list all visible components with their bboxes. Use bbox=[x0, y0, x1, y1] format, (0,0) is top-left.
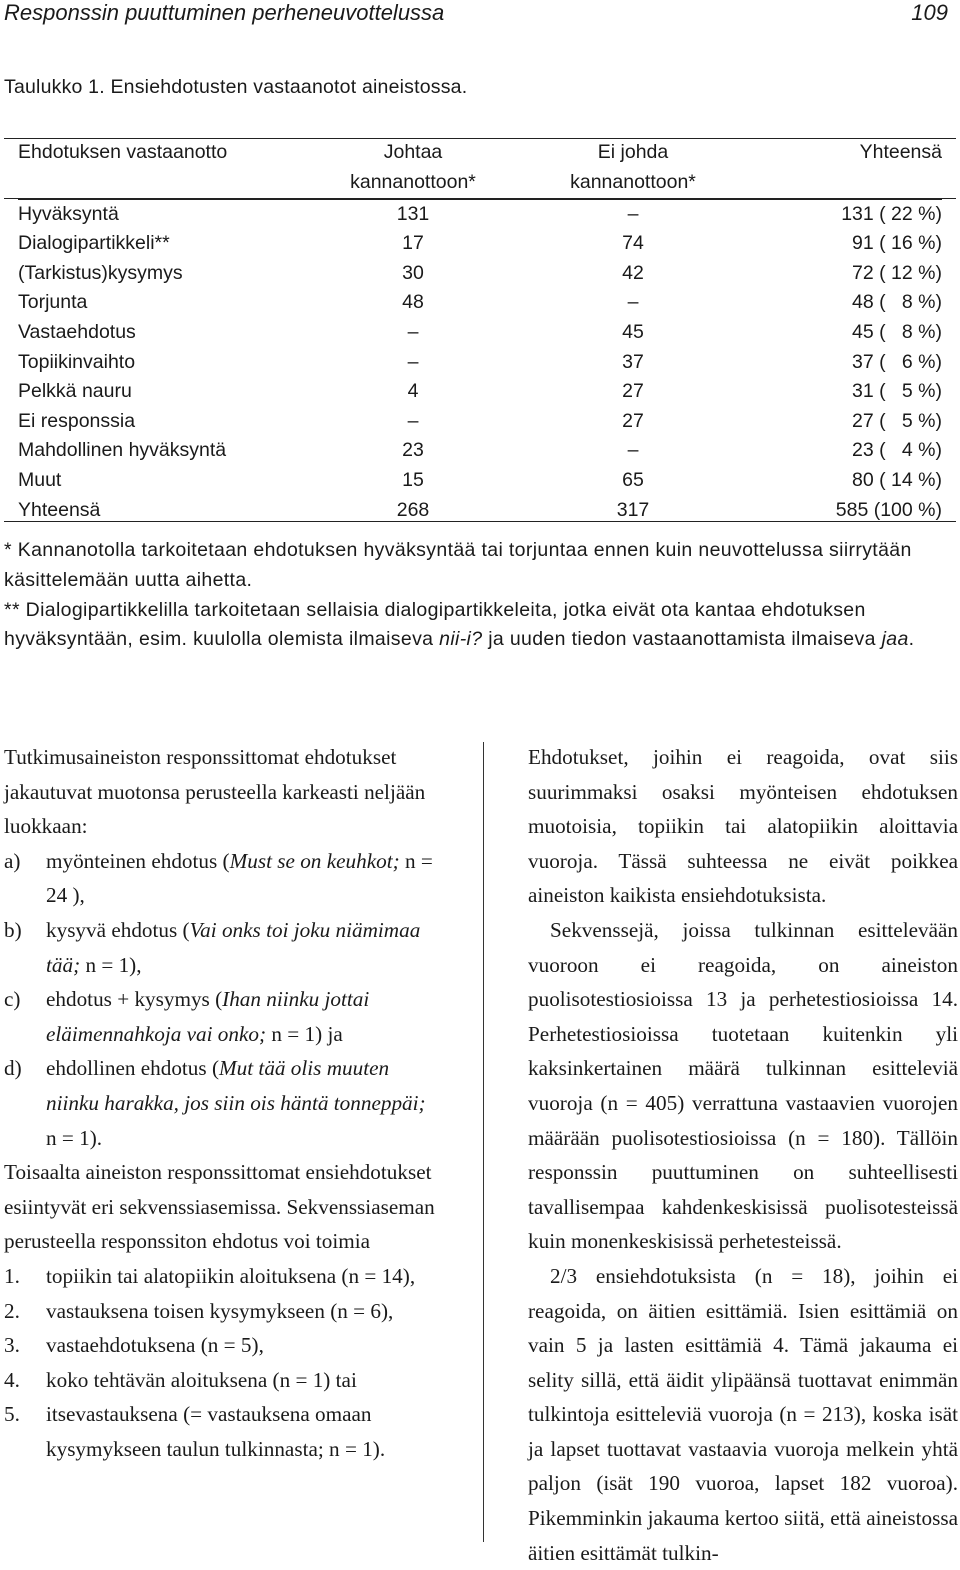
not-leads-value: – bbox=[627, 202, 639, 225]
total-value: 72 ( 12 %) bbox=[852, 261, 942, 284]
leads-value: – bbox=[407, 320, 419, 343]
list-marker: 4. bbox=[4, 1367, 20, 1392]
list-item: 2. vastauksena toisen kysymykseen (n = 6), bbox=[4, 1294, 440, 1329]
list-marker: b) bbox=[4, 917, 22, 942]
leads-value: – bbox=[407, 350, 419, 373]
table-row bbox=[18, 318, 942, 348]
footnote: * Kannanotolla tarkoitetaan ehdotuksen hyväksyntää tai torjuntaa ennen kuin neuvottelussa siirrytään käsittelemään uutta aihetta. bbox=[4, 539, 912, 591]
total-value: 80 ( 14 %) bbox=[852, 468, 942, 491]
right-column bbox=[528, 740, 958, 1570]
footnote: ** Dialogipartikkelilla tarkoitetaan sellaisia dialogipartikkeleita, jotka eivät ota kantaa ehdotuksen hyväksyntään, esim. kuulolla olemista ilmaiseva nii-i? ja uuden tiedon vastaanottamista ilmaiseva jaa. bbox=[4, 598, 915, 651]
leads-value: 17 bbox=[402, 232, 424, 255]
row-label: Muut bbox=[18, 468, 62, 491]
table-row bbox=[18, 288, 942, 318]
row-label: Mahdollinen hyväksyntä bbox=[18, 439, 227, 462]
not-leads-value: 74 bbox=[622, 232, 644, 255]
row-label: Torjunta bbox=[18, 291, 88, 314]
list-item: a) myönteinen ehdotus (Must se on keuhkot; n = 24 ), bbox=[4, 844, 440, 913]
example-quote: Mut tää olis muuten niinku harakka, jos siin ois häntä tonneppäi; bbox=[46, 1056, 426, 1115]
table-row bbox=[18, 348, 942, 378]
list-marker: 5. bbox=[4, 1402, 20, 1427]
list-item: 1. topiikin tai alatopiikin aloituksena (n = 14), bbox=[4, 1259, 440, 1294]
total-value: 31 ( 5 %) bbox=[852, 380, 942, 403]
total-value: 48 ( 8 %) bbox=[852, 291, 942, 314]
list-item: b) kysyvä ehdotus (Vai onks toi joku niämimaa tää; n = 1), bbox=[4, 913, 440, 982]
header-cell: Ehdotuksen vastaanotto bbox=[18, 141, 228, 163]
paragraph: Tutkimusaineiston responssittomat ehdotukset jakautuvat muotonsa perusteella karkeasti neljään luokkaan: bbox=[4, 745, 426, 839]
list-marker: a) bbox=[4, 848, 21, 873]
list-marker: 1. bbox=[4, 1263, 20, 1288]
list-marker: c) bbox=[4, 987, 21, 1012]
total-value: 131 ( 22 %) bbox=[841, 202, 942, 225]
leads-value: 4 bbox=[407, 380, 419, 403]
leads-value: 48 bbox=[402, 291, 424, 314]
example-quote: Vai onks toi joku niämimaa tää; bbox=[46, 917, 421, 977]
row-label: Vastaehdotus bbox=[18, 320, 136, 343]
total-value: 23 ( 4 %) bbox=[852, 439, 942, 462]
table-footnotes bbox=[4, 536, 958, 655]
table-row bbox=[18, 229, 942, 259]
table-caption: Taulukko 1. Ensiehdotusten vastaanotot aineistossa. bbox=[4, 76, 468, 98]
total-value: 37 ( 6 %) bbox=[852, 350, 942, 373]
data-table bbox=[18, 138, 942, 525]
not-leads-value: 37 bbox=[622, 350, 644, 373]
leads-value: 30 bbox=[402, 261, 424, 284]
left-column bbox=[4, 740, 440, 1466]
header-cell: Yhteensä bbox=[859, 141, 942, 163]
list-item: d) ehdollinen ehdotus (Mut tää olis muuten niinku harakka, jos siin ois häntä tonneppäi; n = 1). bbox=[4, 1051, 440, 1155]
leads-value: – bbox=[407, 409, 419, 432]
running-head bbox=[4, 0, 948, 28]
page-number: 109 bbox=[911, 0, 948, 25]
table-row bbox=[18, 259, 942, 289]
example-quote: Must se on keuhkot; bbox=[229, 848, 400, 873]
not-leads-value: 45 bbox=[622, 320, 644, 343]
leads-value: 268 bbox=[396, 498, 430, 521]
table-row bbox=[18, 466, 942, 496]
example-quote: Ihan niinku jottai eläimennahkoja vai onko; bbox=[46, 987, 370, 1046]
not-leads-value: – bbox=[627, 291, 639, 314]
row-label: Pelkkä nauru bbox=[18, 380, 132, 403]
list-marker: d) bbox=[4, 1056, 22, 1081]
list-marker: 3. bbox=[4, 1333, 20, 1358]
position-list bbox=[4, 1259, 440, 1467]
table-row bbox=[18, 377, 942, 407]
row-label: Topiikinvaihto bbox=[18, 350, 136, 373]
not-leads-value: 27 bbox=[622, 409, 644, 432]
table-row bbox=[18, 407, 942, 437]
not-leads-value: 42 bbox=[622, 261, 644, 284]
header-cell: Ei johda kannanottoon* bbox=[570, 141, 696, 193]
total-value: 91 ( 16 %) bbox=[852, 232, 942, 255]
table-header-row bbox=[18, 138, 942, 199]
not-leads-value: – bbox=[627, 439, 639, 462]
total-value: 585 (100 %) bbox=[835, 498, 942, 521]
not-leads-value: 317 bbox=[616, 498, 650, 521]
paragraph: Toisaalta aineiston responssittomat ensiehdotukset esiintyvät eri sekvenssiasemissa. Sekvenssiaseman perusteella responssiton ehdotus voi toimia bbox=[4, 1160, 435, 1254]
paragraph: Ehdotukset, joihin ei reagoida, ovat siis suurimmaksi osaksi myönteisen ehdotuksen muotoisia, topiikin tai alatopiikin aloittavia vuoroja. Tässä suhteessa ne eivät poikkea aineiston kaikista ensiehdotuksista. bbox=[528, 745, 958, 908]
paragraph: 2/3 ensiehdotuksista (n = 18), joihin ei reagoida, on äitien esittämiä. Isien esittämiä on vain 5 ja lasten esittämiä 4. Tämä jakauma ei selity sillä, että äidit ylipäänsä tuottavat enimmän tulkintoja esitteleviä vuoroja (n = 213), koska isät ja lapset tuottavat vastaavia vuoroja melkein yhtä paljon (isät 190 vuoroa, lapset 182 vuoroa). Pikemminkin jakauma kertoo siitä, että aineistossa äitien esittämät tulkin- bbox=[528, 1263, 958, 1565]
list-marker: 2. bbox=[4, 1298, 20, 1323]
leads-value: 131 bbox=[396, 202, 430, 225]
total-value: 27 ( 5 %) bbox=[852, 409, 942, 432]
row-label: Yhteensä bbox=[18, 498, 101, 521]
header-cell: Johtaa kannanottoon* bbox=[350, 141, 476, 193]
list-item: 3. vastaehdotuksena (n = 5), bbox=[4, 1328, 440, 1363]
total-value: 45 ( 8 %) bbox=[852, 320, 942, 343]
running-head-title: Responssin puuttuminen perheneuvottelussa bbox=[4, 0, 445, 25]
row-label: Hyväksyntä bbox=[18, 202, 119, 225]
row-label: Dialogipartikkeli** bbox=[18, 232, 170, 255]
leads-value: 23 bbox=[402, 439, 424, 462]
leads-value: 15 bbox=[402, 468, 424, 491]
table-row bbox=[18, 436, 942, 466]
list-item: c) ehdotus + kysymys (Ihan niinku jottai eläimennahkoja vai onko; n = 1) ja bbox=[4, 982, 440, 1051]
list-item: 5. itsevastauksena (= vastauksena omaan kysymykseen taulun tulkinnasta; n = 1). bbox=[4, 1397, 440, 1466]
category-list bbox=[4, 844, 440, 1155]
not-leads-value: 27 bbox=[622, 380, 644, 403]
list-item: 4. koko tehtävän aloituksena (n = 1) tai bbox=[4, 1363, 440, 1398]
column-divider bbox=[483, 742, 484, 1542]
row-label: Ei responssia bbox=[18, 409, 136, 432]
table-row bbox=[18, 199, 942, 229]
paragraph: Sekvenssejä, joissa tulkinnan esittelevään vuoroon ei reagoida, on aineiston puolisotestiosioissa 13 ja perhetestiosioissa 14. Perhetestiosioissa tuotetaan kuitenkin yli kaksinkertainen määrä tulkinnan esitteleviä vuoroja (n = 405) verrattuna vastaavien vuorojen määrään puolisotestiosioissa (n = 180). Tällöin responssin puuttuminen on suhteellisesti tavallisempaa kahdenkeskisissä puolisotesteissä kuin monenkeskisissä perhetesteissä. bbox=[528, 917, 958, 1254]
table-row bbox=[18, 496, 942, 526]
not-leads-value: 65 bbox=[622, 468, 644, 491]
row-label: (Tarkistus)kysymys bbox=[18, 261, 183, 284]
